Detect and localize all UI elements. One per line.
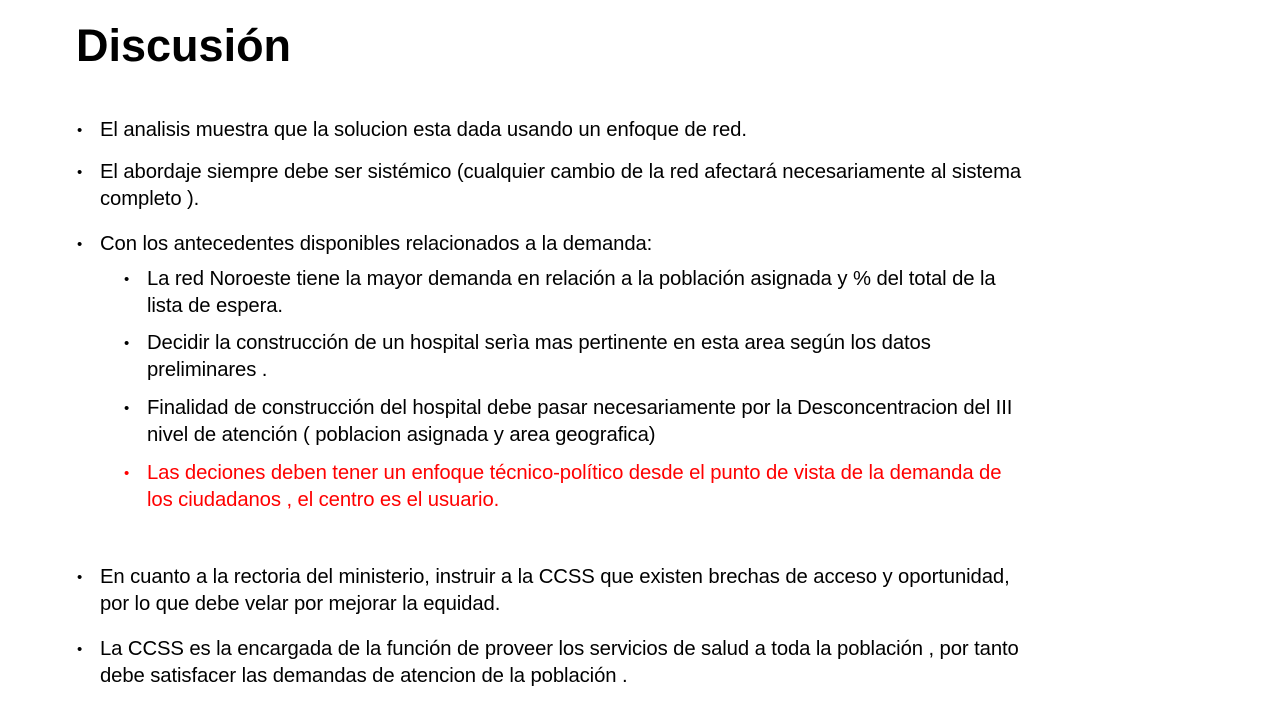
bullet-dot-icon: •: [124, 400, 130, 417]
bullet-text: En cuanto a la rectoria del ministerio, instruir a la CCSS que existen brechas de acceso y oportunidad,: [100, 566, 1010, 588]
bullet-text: Con los antecedentes disponibles relacionados a la demanda:: [100, 233, 653, 255]
bullet-item: [77, 231, 653, 258]
bullet-item: [77, 564, 1010, 618]
sub-bullet-item: [124, 266, 996, 320]
bullet-dot-icon: •: [77, 641, 83, 658]
bullet-text: lista de espera.: [147, 295, 283, 317]
bullet-dot-icon: •: [77, 122, 83, 139]
bullet-text: La red Noroeste tiene la mayor demanda en relación a la población asignada y % del total de la: [147, 268, 996, 290]
bullet-dot-icon: •: [77, 236, 83, 253]
bullet-text: por lo que debe velar por mejorar la equidad.: [100, 593, 501, 615]
bullet-text: Finalidad de construcción del hospital debe pasar necesariamente por la Desconcentracion del III: [147, 397, 1013, 419]
bullet-item: [77, 117, 747, 144]
bullet-text: los ciudadanos , el centro es el usuario.: [147, 489, 500, 511]
bullet-text: preliminares .: [147, 359, 268, 381]
sub-bullet-item: [124, 395, 1013, 449]
bullet-text: La CCSS es la encargada de la función de proveer los servicios de salud a toda la población , por tanto: [100, 638, 1019, 660]
bullet-text: nivel de atención ( poblacion asignada y area geografica): [147, 424, 656, 446]
bullet-dot-icon: •: [77, 569, 83, 586]
bullet-text: El abordaje siempre debe ser sistémico (cualquier cambio de la red afectará necesariamente al sistema: [100, 161, 1022, 183]
bullet-text: completo ).: [100, 188, 200, 210]
bullet-dot-icon: •: [124, 335, 130, 352]
bullet-text: Las deciones deben tener un enfoque técnico-político desde el punto de vista de la demanda de: [147, 462, 1002, 484]
bullet-text: debe satisfacer las demandas de atencion de la población .: [100, 665, 628, 687]
bullet-text: Decidir la construcción de un hospital serìa mas pertinente en esta area según los datos: [147, 332, 931, 354]
bullet-text: El analisis muestra que la solucion esta dada usando un enfoque de red.: [100, 119, 747, 141]
bullet-item: [77, 159, 1022, 213]
sub-bullet-item: [124, 330, 931, 384]
sub-bullet-item-highlight: [124, 460, 1002, 514]
bullet-dot-icon: •: [77, 164, 83, 181]
slide-title: Discusión: [76, 20, 292, 71]
bullet-dot-icon: •: [124, 271, 130, 288]
bullet-dot-icon: •: [124, 465, 130, 482]
bullet-item: [77, 636, 1019, 690]
